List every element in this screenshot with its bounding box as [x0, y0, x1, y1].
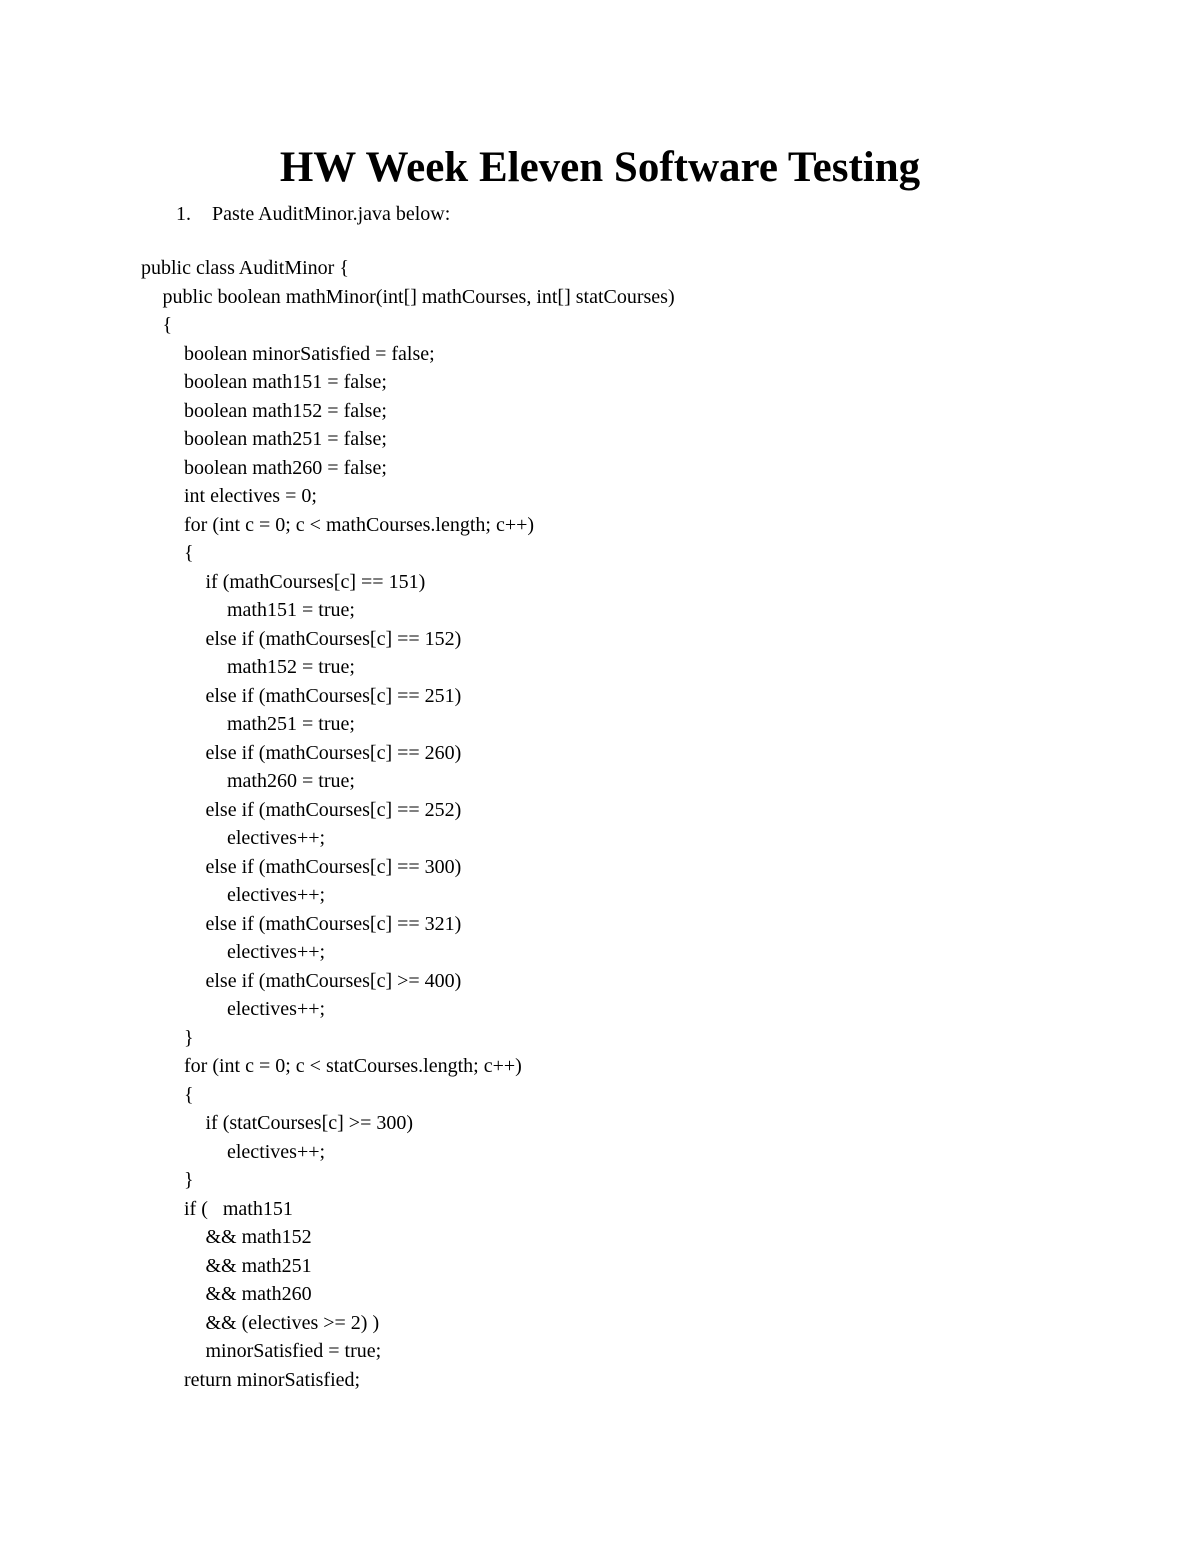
code-line: boolean math260 = false; [184, 456, 387, 479]
code-line: { [162, 314, 173, 336]
code-line: math251 = true; [227, 713, 355, 735]
code-line: electives++; [227, 941, 326, 963]
code-line: } [184, 1026, 194, 1049]
list-item [176, 200, 450, 228]
code-line: boolean math251 = false; [184, 428, 387, 450]
code-line: else if (mathCourses[c] == 321) [205, 912, 462, 935]
code-line: minorSatisfied = true; [205, 1340, 382, 1362]
code-line: && (electives >= 2) ) [205, 1311, 380, 1334]
code-line: else if (mathCourses[c] == 260) [205, 741, 462, 764]
code-line: boolean minorSatisfied = false; [184, 342, 435, 365]
code-line: { [184, 1083, 194, 1106]
code-line: else if (mathCourses[c] == 251) [205, 684, 462, 707]
code-line: electives++; [227, 884, 326, 906]
code-line: { [184, 542, 194, 564]
code-line: math260 = true; [227, 770, 355, 792]
code-line: else if (mathCourses[c] == 252) [205, 798, 462, 821]
code-line: boolean math151 = false; [184, 371, 387, 393]
code-line: int electives = 0; [184, 485, 317, 507]
code-line: if ( math151 [184, 1197, 293, 1220]
code-line: math151 = true; [227, 599, 355, 621]
code-line: return minorSatisfied; [184, 1368, 361, 1391]
code-line: public boolean mathMinor(int[] mathCourses, int[] statCourses) [162, 285, 675, 308]
code-line: && math251 [205, 1254, 312, 1277]
code-line: electives++; [227, 998, 326, 1020]
list-item-number: 1. [176, 203, 191, 225]
code-line: electives++; [227, 827, 326, 849]
code-line: if (statCourses[c] >= 300) [205, 1112, 414, 1134]
code-line: } [184, 1169, 194, 1191]
code-line: else if (mathCourses[c] == 300) [205, 855, 462, 878]
code-block [141, 254, 675, 1394]
code-line: else if (mathCourses[c] == 152) [205, 627, 462, 650]
code-line: for (int c = 0; c < statCourses.length; c++) [184, 1055, 522, 1077]
code-line: for (int c = 0; c < mathCourses.length; c++) [184, 513, 535, 536]
code-line: && math152 [205, 1226, 312, 1248]
code-line: electives++; [227, 1140, 326, 1163]
code-line: if (mathCourses[c] == 151) [205, 570, 426, 593]
page-title: HW Week Eleven Software Testing [279, 144, 921, 191]
code-line: math152 = true; [227, 656, 355, 678]
code-line: else if (mathCourses[c] >= 400) [205, 969, 462, 992]
code-line: boolean math152 = false; [184, 399, 387, 422]
list-item-text: Paste AuditMinor.java below: [212, 203, 451, 225]
code-line: public class AuditMinor { [141, 257, 349, 279]
code-line: && math260 [205, 1283, 312, 1305]
